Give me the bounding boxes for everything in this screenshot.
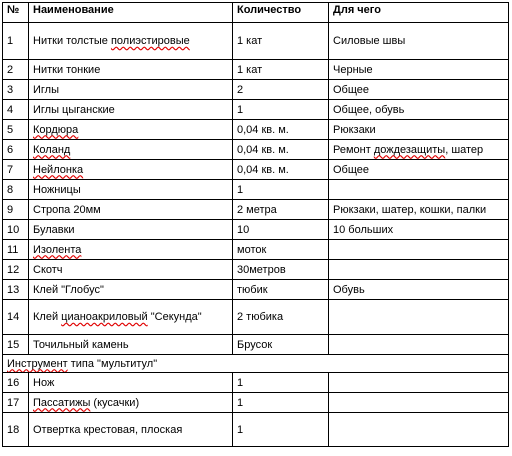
cell-num: 18 [3, 413, 29, 447]
spellcheck-word: дождезащиты [373, 143, 446, 156]
cell-quantity: 0,04 кв. м. [233, 120, 329, 140]
table-row [3, 280, 509, 300]
cell-quantity: 30метров [233, 260, 329, 280]
cell-num: 2 [3, 60, 29, 80]
header-name: Наименование [29, 3, 233, 23]
cell-num: 10 [3, 220, 29, 240]
table-row [3, 100, 509, 120]
spellcheck-word: полиэстировые [110, 35, 190, 47]
cell-purpose [329, 180, 509, 200]
spellcheck-word: Пассатижы [33, 396, 91, 409]
cell-purpose: Черные [329, 60, 509, 80]
cell-purpose [329, 260, 509, 280]
cell-quantity: 1 кат [233, 60, 329, 80]
table-row [3, 393, 509, 413]
section-row [3, 355, 509, 373]
cell-num: 13 [3, 280, 29, 300]
table-row [3, 160, 509, 180]
header-num: № [3, 3, 29, 23]
table-row [3, 180, 509, 200]
cell-num: 12 [3, 260, 29, 280]
cell-num: 1 [3, 23, 29, 60]
cell-name: Скотч [29, 260, 233, 280]
table-row [3, 60, 509, 80]
cell-quantity: 1 кат [233, 23, 329, 60]
cell-purpose [329, 300, 509, 335]
section-title [3, 355, 509, 373]
cell-num: 8 [3, 180, 29, 200]
table-row [3, 240, 509, 260]
table-row [3, 260, 509, 280]
cell-name: Отвертка крестовая, плоская [29, 413, 233, 447]
cell-purpose: Обувь [329, 280, 509, 300]
cell-num: 15 [3, 335, 29, 355]
cell-purpose [329, 393, 509, 413]
cell-name: Булавки [29, 220, 233, 240]
cell-quantity: тюбик [233, 280, 329, 300]
cell-quantity: 1 [233, 373, 329, 393]
cell-name: Пассатижы (кусачки) [29, 393, 233, 413]
cell-name: Клей "Глобус" [29, 280, 233, 300]
header-quantity: Количество [233, 3, 329, 23]
cell-quantity: Брусок [233, 335, 329, 355]
table-row [3, 300, 509, 335]
cell-purpose [329, 373, 509, 393]
table-row [3, 140, 509, 160]
table-row [3, 413, 509, 447]
cell-num: 5 [3, 120, 29, 140]
cell-purpose: Силовые швы [329, 23, 509, 60]
cell-num: 11 [3, 240, 29, 260]
cell-quantity: 1 [233, 180, 329, 200]
cell-purpose: Рюкзаки [329, 120, 509, 140]
cell-num: 7 [3, 160, 29, 180]
header-row [3, 3, 509, 23]
table-row [3, 23, 509, 60]
cell-name [29, 240, 233, 260]
cell-num: 9 [3, 200, 29, 220]
table-row [3, 80, 509, 100]
cell-num: 16 [3, 373, 29, 393]
cell-purpose: 10 больших [329, 220, 509, 240]
cell-name: Нитки тонкие [29, 60, 233, 80]
table-row [3, 120, 509, 140]
cell-name [29, 140, 233, 160]
cell-name [29, 160, 233, 180]
cell-quantity: 2 [233, 80, 329, 100]
cell-name: Нож [29, 373, 233, 393]
cell-num: 4 [3, 100, 29, 120]
cell-purpose: Общее, обувь [329, 100, 509, 120]
cell-name: Клей цианоакриловый "Секунда" [29, 300, 233, 335]
cell-quantity: 1 [233, 413, 329, 447]
table-row [3, 220, 509, 240]
header-purpose: Для чего [329, 3, 509, 23]
cell-num: 17 [3, 393, 29, 413]
cell-name: Точильный камень [29, 335, 233, 355]
cell-name: Стропа 20мм [29, 200, 233, 220]
cell-quantity: 1 [233, 100, 329, 120]
cell-quantity: 10 [233, 220, 329, 240]
cell-name: Иглы цыганские [29, 100, 233, 120]
cell-name: Нитки толстые полиэстировые [29, 23, 233, 60]
cell-quantity: 2 метра [233, 200, 329, 220]
spellcheck-word: Кордюра [33, 123, 79, 136]
cell-quantity: 2 тюбика [233, 300, 329, 335]
table-row [3, 335, 509, 355]
spellcheck-word: Изолента [33, 243, 82, 256]
spellcheck-word: Коланд [33, 143, 71, 156]
table-row [3, 200, 509, 220]
cell-quantity: 0,04 кв. м. [233, 160, 329, 180]
cell-num: 3 [3, 80, 29, 100]
spellcheck-word: цианоакриловый [61, 311, 148, 323]
cell-purpose: Общее [329, 80, 509, 100]
section-title-word: Инструмент [7, 357, 68, 370]
cell-quantity: моток [233, 240, 329, 260]
cell-name: Иглы [29, 80, 233, 100]
cell-num: 6 [3, 140, 29, 160]
cell-quantity: 0,04 кв. м. [233, 140, 329, 160]
cell-purpose [329, 240, 509, 260]
cell-name: Ножницы [29, 180, 233, 200]
inventory-table [2, 2, 509, 447]
cell-purpose [329, 335, 509, 355]
cell-purpose: Ремонт дождезащиты, шатер [329, 140, 509, 160]
table-row [3, 373, 509, 393]
cell-purpose [329, 413, 509, 447]
cell-purpose: Общее [329, 160, 509, 180]
cell-name [29, 120, 233, 140]
section-title-text: типа "мультитул" [67, 357, 158, 370]
cell-purpose: Рюкзаки, шатер, кошки, палки [329, 200, 509, 220]
cell-num: 14 [3, 300, 29, 335]
spellcheck-word: Нейлонка [33, 163, 84, 176]
cell-quantity: 1 [233, 393, 329, 413]
